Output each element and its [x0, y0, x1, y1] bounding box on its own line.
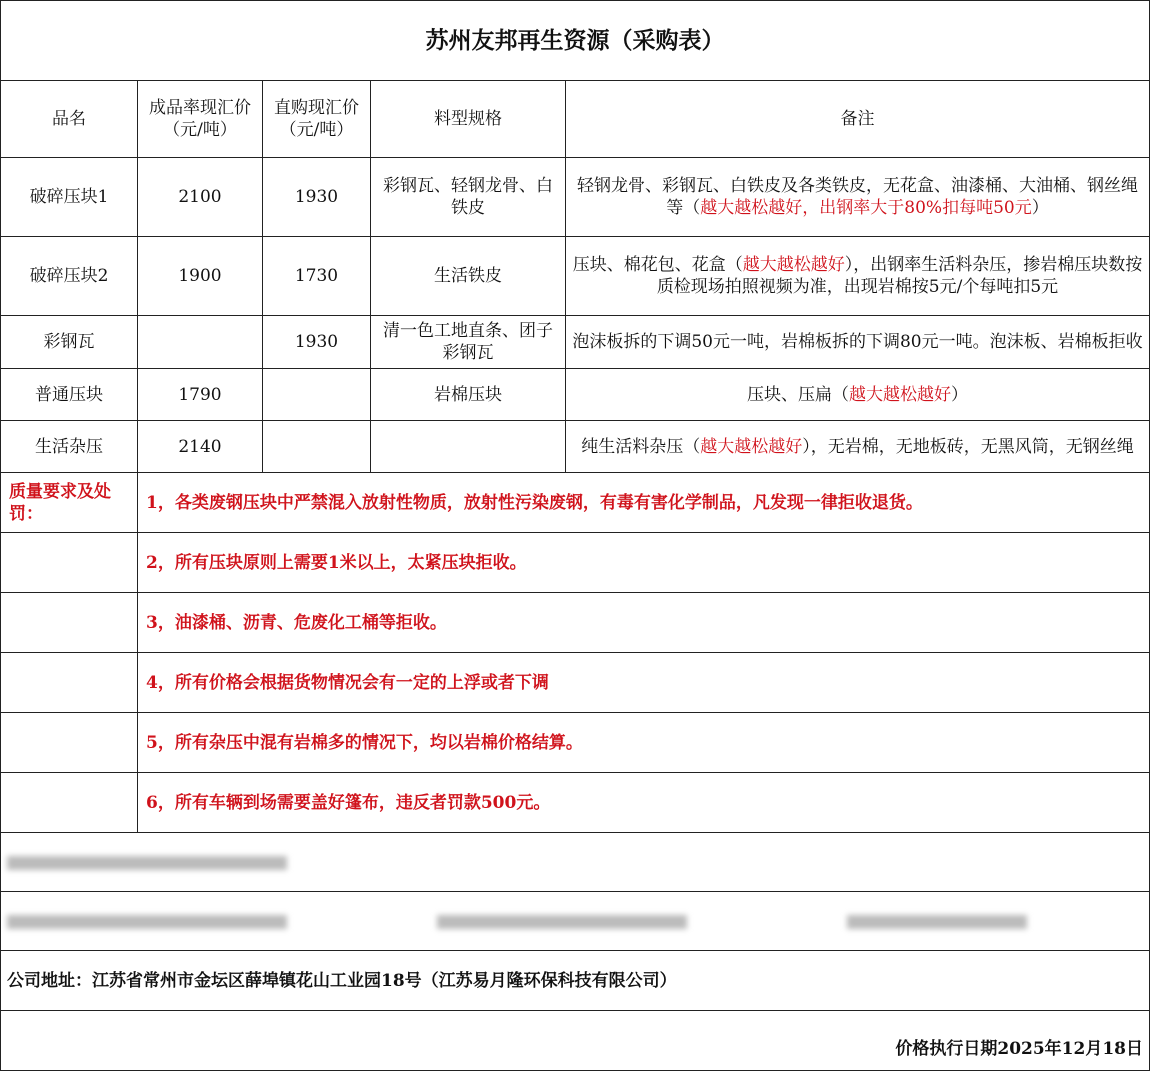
empty-cell [1, 653, 138, 713]
product-name: 破碎压块2 [1, 237, 138, 316]
product-name: 彩钢瓦 [1, 316, 138, 369]
spec: 彩钢瓦、轻钢龙骨、白铁皮 [371, 158, 566, 237]
redacted-content [1, 892, 1150, 951]
table-row [1, 316, 1150, 369]
note-end: ） [951, 384, 968, 405]
header-name: 品名 [1, 81, 138, 158]
redacted-row [1, 833, 1150, 892]
note-end: ） [1031, 198, 1049, 218]
direct-price [263, 421, 371, 473]
header-spec: 料型规格 [371, 81, 566, 158]
quality-rule: 1，各类废钢压块中严禁混入放射性物质，放射性污染废钢，有毒有害化学制品，凡发现一律拒收退货。 [138, 473, 1150, 533]
spec: 岩棉压块 [371, 369, 566, 421]
direct-price: 1930 [263, 316, 371, 369]
note-text: 轻钢龙骨、彩钢瓦、白铁皮及各类铁皮，无花盒、油漆桶、大油桶、钢丝绳等（ [577, 176, 1138, 218]
note-highlight: 越大越松越好，出钢率大于80%扣每吨50元 [700, 198, 1032, 218]
company-address: 公司地址：江苏省常州市金坛区薛埠镇花山工业园18号（江苏易月隆环保科技有限公司） [1, 951, 1150, 1011]
direct-price: 1730 [263, 237, 371, 316]
empty-cell [1, 713, 138, 773]
spec: 生活铁皮 [371, 237, 566, 316]
quality-label: 质量要求及处罚： [1, 473, 138, 533]
note [566, 237, 1150, 316]
redacted-row [1, 892, 1150, 951]
note-text: 压块、压扁（ [747, 384, 849, 405]
note-text: 纯生活料杂压（ [581, 436, 701, 457]
quality-rule: 4，所有价格会根据货物情况会有一定的上浮或者下调 [138, 653, 1150, 713]
date-row [1, 1011, 1150, 1071]
note [566, 369, 1150, 421]
redacted-content [1, 833, 1150, 892]
quality-rule: 5，所有杂压中混有岩棉多的情况下，均以岩棉价格结算。 [138, 713, 1150, 773]
yield-price: 2100 [138, 158, 263, 237]
table-row [1, 369, 1150, 421]
header-row [1, 81, 1150, 158]
yield-price: 1790 [138, 369, 263, 421]
quality-row [1, 653, 1150, 713]
note-text: 泡沫板拆的下调50元一吨，岩棉板拆的下调80元一吨。泡沫板、岩棉板拒收 [572, 332, 1143, 352]
product-name: 破碎压块1 [1, 158, 138, 237]
note-text: 压块、棉花包、花盒（ [572, 255, 743, 275]
note-end: ），无岩棉，无地板砖，无黑风筒，无钢丝绳 [802, 436, 1134, 457]
note [566, 316, 1150, 369]
product-name: 生活杂压 [1, 421, 138, 473]
spec [371, 421, 566, 473]
direct-price: 1930 [263, 158, 371, 237]
note-highlight: 越大越松越好 [700, 436, 803, 457]
quality-row [1, 473, 1150, 533]
note-highlight: 越大越松越好 [742, 255, 845, 275]
quality-row [1, 593, 1150, 653]
note [566, 158, 1150, 237]
quality-row [1, 533, 1150, 593]
empty-cell [1, 593, 138, 653]
product-name: 普通压块 [1, 369, 138, 421]
address-row [1, 951, 1150, 1011]
table-row [1, 158, 1150, 237]
yield-price [138, 316, 263, 369]
quality-rule: 6，所有车辆到场需要盖好篷布，违反者罚款500元。 [138, 773, 1150, 833]
note-end: ），出钢率生活料杂压，掺岩棉压块数按质检现场拍照视频为准，出现岩棉按5元/个每吨扣5元 [656, 255, 1143, 297]
table-row [1, 421, 1150, 473]
yield-price: 2140 [138, 421, 263, 473]
spec: 清一色工地直条、团子彩钢瓦 [371, 316, 566, 369]
quality-row [1, 713, 1150, 773]
quality-rule: 2，所有压块原则上需要1米以上，太紧压块拒收。 [138, 533, 1150, 593]
effective-date: 价格执行日期2025年12月18日 [1, 1011, 1150, 1071]
sheet-title: 苏州友邦再生资源（采购表） [1, 1, 1150, 81]
header-yield-price: 成品率现汇价（元/吨） [138, 81, 263, 158]
quality-rule: 3，油漆桶、沥青、危废化工桶等拒收。 [138, 593, 1150, 653]
empty-cell [1, 773, 138, 833]
quality-row [1, 773, 1150, 833]
table-row [1, 237, 1150, 316]
empty-cell [1, 533, 138, 593]
direct-price [263, 369, 371, 421]
note [566, 421, 1150, 473]
note-highlight: 越大越松越好 [849, 384, 951, 405]
header-note: 备注 [566, 81, 1150, 158]
header-direct-price: 直购现汇价（元/吨） [263, 81, 371, 158]
yield-price: 1900 [138, 237, 263, 316]
